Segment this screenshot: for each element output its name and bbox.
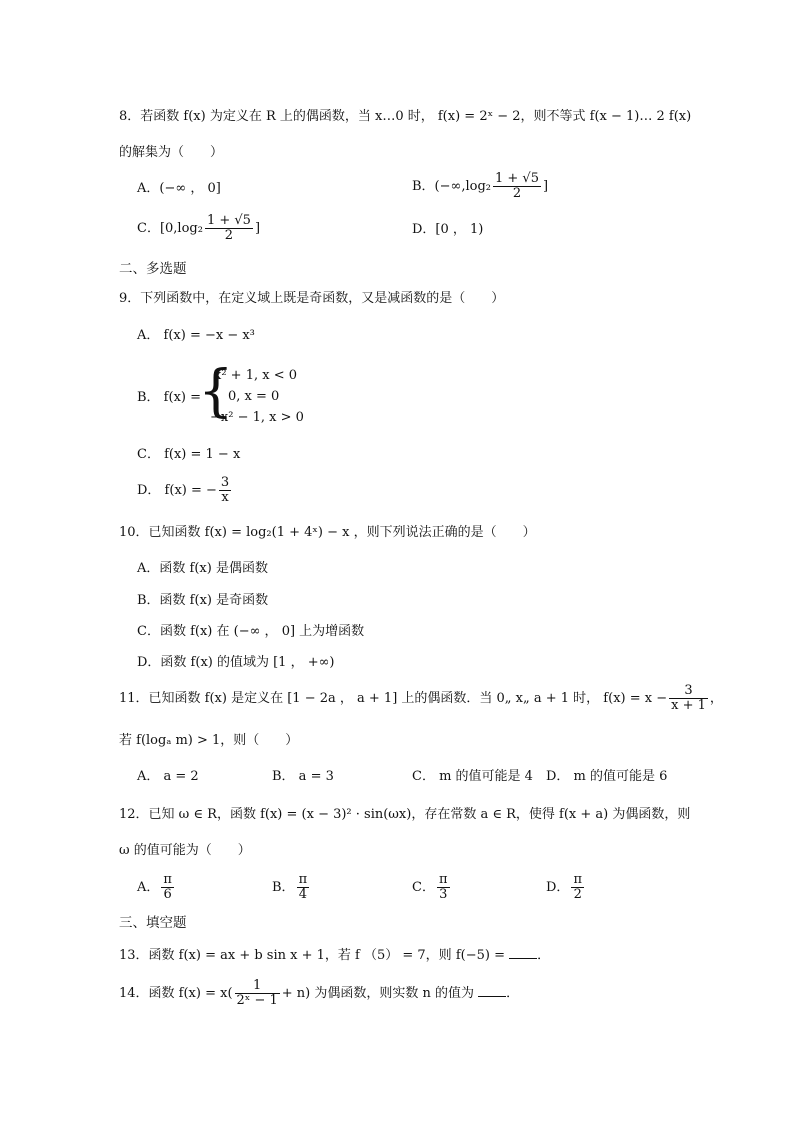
q9-option-d: D． f(x) = − $\frac{3}{x}$ — [137, 475, 230, 505]
q11-option-c: C． m 的值可能是 4 — [412, 769, 533, 784]
q8-option-a: A．(−∞ ， 0] — [137, 181, 221, 196]
q12-option-d: D． $\frac{\pi}{2}$ — [546, 872, 582, 902]
q8-stem-line1: 8．若函数 f(x) 为定义在 R 上的偶函数，当 x…0 时， f(x) = 2ˣ − 2，则不等式 f(x − 1)… 2 f(x) — [119, 109, 692, 124]
q9-option-c: C． f(x) = 1 − x — [137, 447, 241, 462]
q11-option-d: D． m 的值可能是 6 — [546, 769, 668, 784]
section-heading-multi-choice: 二、多选题 — [119, 261, 187, 277]
q12-option-b: B． $\frac{\pi}{4}$ — [272, 872, 308, 902]
q9-case-3: −x² − 1, x > 0 — [210, 410, 304, 425]
q9-option-b-label: B． f(x) = — [137, 390, 201, 405]
q9-option-a: A． f(x) = −x − x³ — [137, 328, 255, 343]
q10-stem: 10．已知函数 f(x) = log₂(1 + 4ˣ) − x ，则下列说法正确的是（ ） — [119, 525, 536, 540]
q11-stem-line1: 11．已知函数 f(x) 是定义在 [1 − 2a ， a + 1] 上的偶函数．当 0„ x„ a + 1 时， f(x) = x − $\frac{3}{x + 1}$ ， — [119, 683, 723, 713]
q13-answer-blank[interactable] — [509, 946, 537, 959]
q9-case-1: x² + 1, x < 0 — [214, 368, 297, 383]
q9-piecewise-brace: { — [198, 359, 234, 424]
q11-stem-line2: 若 f(logₐ m) > 1，则（ ） — [119, 733, 299, 748]
q10-option-b: B．函数 f(x) 是奇函数 — [137, 593, 269, 608]
q8-option-c: C．[0,log₂ $\frac{1 + √5}{2}$ ] — [137, 213, 261, 243]
q12-option-a: A． $\frac{\pi}{6}$ — [137, 872, 172, 902]
q8-option-d: D．[0 ， 1) — [412, 222, 484, 237]
q12-stem-line1: 12．已知 ω ∈ R，函数 f(x) = (x − 3)² · sin(ωx)，存在常数 a ∈ R，使得 f(x + a) 为偶函数，则 — [119, 807, 691, 822]
q12-option-c: C． $\frac{\pi}{3}$ — [412, 872, 448, 902]
q9-case-2: 0, x = 0 — [228, 389, 280, 404]
q13-stem: 13．函数 f(x) = ax + b sin x + 1，若 f （5） = 7，则 f(−5) = ． — [119, 948, 551, 963]
q11-option-a: A． a = 2 — [137, 769, 199, 784]
section-heading-fill-blank: 三、填空题 — [119, 915, 187, 931]
q11-option-b: B． a = 3 — [272, 769, 334, 784]
q10-option-d: D．函数 f(x) 的值域为 [1 ， +∞) — [137, 655, 335, 670]
q10-option-a: A．函数 f(x) 是偶函数 — [137, 561, 268, 576]
q9-stem: 9．下列函数中，在定义域上既是奇函数，又是减函数的是（ ） — [119, 291, 505, 306]
q8-option-b: B．(−∞,log₂ $\frac{1 + √5}{2}$ ] — [412, 171, 549, 201]
q8-stem-line2: 的解集为（ ） — [119, 145, 224, 160]
q14-answer-blank[interactable] — [478, 984, 506, 997]
q12-stem-line2: ω 的值可能为（ ） — [119, 843, 251, 858]
q14-stem: 14．函数 f(x) = x( $\frac{1}{\text{2ˣ − 1}}$ + n) 为偶函数，则实数 n 的值为 ． — [119, 978, 520, 1008]
q10-option-c: C．函数 f(x) 在 (−∞ ， 0] 上为增函数 — [137, 624, 365, 639]
